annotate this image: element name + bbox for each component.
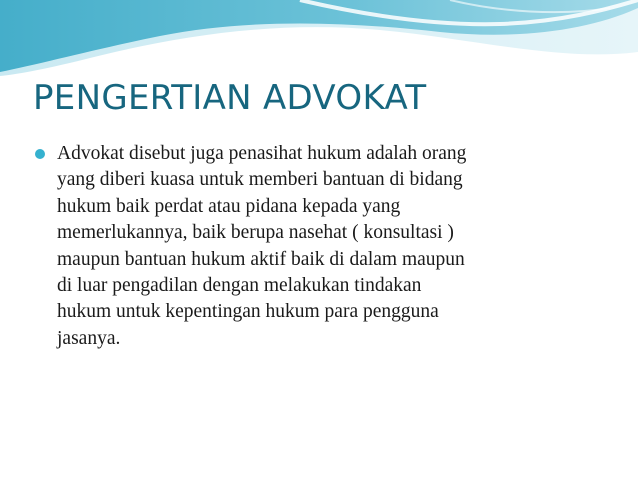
bullet-text-line: Advokat disebut juga penasihat hukum adalah orang: [57, 143, 467, 164]
bullet-text-line: di luar pengadilan dengan melakukan tindakan: [57, 275, 422, 297]
bullet-text-line: hukum baik perdat atau pidana kepada yang: [57, 195, 401, 217]
slide-title: PENGERTIAN ADVOKAT: [33, 78, 427, 118]
bullet-dot-icon: [35, 149, 45, 159]
bullet-text-line: jasanya.: [57, 327, 121, 349]
header-wave-decoration: [0, 0, 638, 80]
bullet-text: [57, 141, 466, 352]
bullet-text-line: maupun bantuan hukum aktif baik di dalam maupun: [57, 248, 465, 270]
bullet-text-line: yang diberi kuasa untuk memberi bantuan di bidang: [57, 169, 463, 191]
bullet-text-line: hukum untuk kepentingan hukum para pengguna: [57, 301, 439, 323]
bullet-text-line: memerlukannya, baik berupa nasehat ( konsultasi ): [57, 222, 454, 244]
